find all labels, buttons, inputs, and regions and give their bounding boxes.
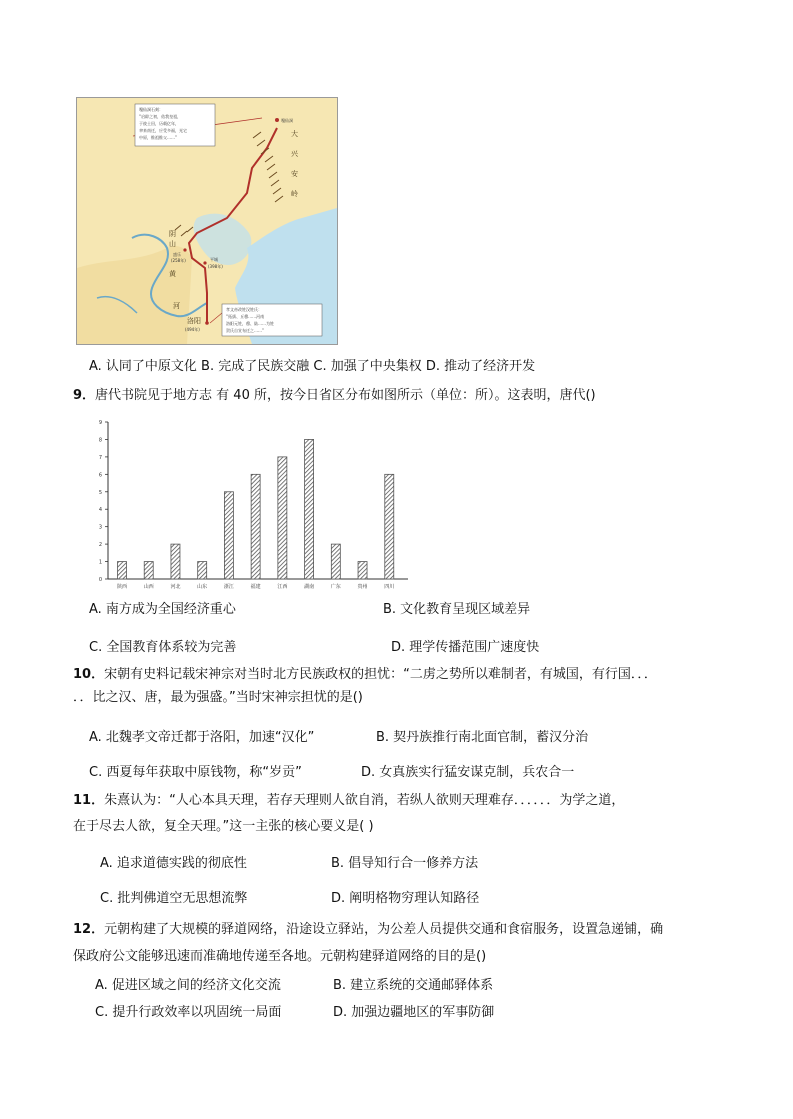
q9-number: 9． [73, 388, 96, 403]
q12-number: 12． [73, 922, 105, 937]
y-tick-label: 4 [98, 507, 102, 514]
y-tick-label: 3 [98, 524, 102, 531]
q9-option-c: C. 全国教育体系较为完善 [89, 640, 237, 655]
bar [358, 562, 367, 579]
q9-option-a: A. 南方成为全国经济重心 [89, 602, 236, 617]
shengle-label: 盛乐 [173, 252, 181, 257]
q12-option-d: D. 加强边疆地区的军事防御 [333, 1005, 495, 1020]
q9-option-b: B. 文化教育呈现区域差异 [383, 602, 531, 617]
q9-bar-chart [90, 416, 420, 596]
inscription-line: “启辟之初，佑我皇祖， [139, 114, 182, 119]
bar [171, 544, 180, 579]
inscription-line: 中原，惟祖惟父……” [139, 135, 178, 140]
x-tick-label: 广东 [330, 584, 341, 590]
x-tick-label: 江西 [277, 584, 288, 590]
x-tick-label: 福建 [250, 584, 261, 590]
q10-option-a: A. 北魏孝文帝迁都于洛阳，加速“汉化” [89, 730, 315, 745]
bar [144, 562, 153, 579]
bar [198, 562, 207, 579]
range-char: 安 [291, 170, 298, 178]
yinshan-char: 阴 [169, 230, 176, 238]
note-line: 洛阳元姓，穆、陆……为姓 [226, 321, 274, 326]
q10-line-2: ．．比之汉、唐，最为强盛。”当时宋神宗担忧的是() [73, 690, 363, 705]
q12-option-c: C. 提升行政效率以巩固统一局面 [95, 1005, 282, 1020]
q12-option-a: A. 促进区域之间的经济文化交流 [95, 978, 281, 993]
inscription-line: 于彼土田，历载亿年， [139, 121, 179, 126]
pingcheng-label: 平城 [210, 257, 218, 262]
bar [385, 474, 394, 579]
bar [278, 457, 287, 579]
bar [224, 492, 233, 579]
cave-label: 嘎仙洞 [281, 118, 293, 123]
q11-line-1 [73, 792, 624, 809]
q11-option-a: A. 追求道德实践的彻底性 [100, 856, 247, 871]
q11-option-d: D. 阐明格物穷理认知路径 [331, 891, 480, 906]
q12-line-2: 保政府公文能够迅速而准确地传递至各地。元朝构建驿道网络的目的是() [73, 949, 487, 964]
q9-option-d: D. 理学传播范围广速度快 [391, 640, 540, 655]
q11-text: 朱熹认为：“人心本具天理，若存天理则人欲自消，若纵人欲则天理难存．．．．．．为学之道， [104, 793, 625, 808]
river-char: 河 [173, 302, 180, 310]
note-line: 贺氏自宣布迁之……” [226, 328, 265, 333]
y-tick-label: 8 [98, 437, 102, 444]
q10-option-d: D. 女真族实行猛安谋克制，兵农合一 [361, 765, 575, 780]
x-tick-label: 河北 [170, 584, 181, 590]
q10-text: 宋朝有史料记载宋神宗对当时北方民族政权的担忧：“二虏之势所以难制者，有城国，有行国．．． [104, 667, 657, 682]
y-tick-label: 9 [98, 420, 102, 426]
q10-option-b: B. 契丹族推行南北面官制，蓄汉分治 [376, 730, 589, 745]
q11-option-b: B. 倡导知行合一修养方法 [331, 856, 479, 871]
x-tick-label: 浙江 [223, 584, 234, 590]
q11-number: 11． [73, 793, 105, 808]
y-tick-label: 6 [98, 472, 102, 479]
y-tick-label: 5 [98, 489, 102, 496]
inscription-line: 聿来南迁，应受多福，光宅 [139, 128, 187, 133]
chart-svg [90, 416, 420, 596]
bar [118, 562, 127, 579]
y-tick-label: 1 [98, 559, 102, 566]
bar [251, 474, 260, 579]
x-tick-label: 山东 [197, 584, 208, 590]
q11-option-c: C. 批判佛道空无思想流弊 [100, 891, 248, 906]
q9-stem [73, 387, 596, 404]
x-tick-label: 山西 [143, 584, 154, 590]
y-tick-label: 0 [98, 577, 102, 583]
q10-option-c: C. 西夏每年获取中原钱物，称“岁贡” [89, 765, 302, 780]
migration-map [76, 97, 338, 345]
range-char: 大 [291, 130, 298, 138]
x-tick-label: 贵州 [357, 584, 368, 590]
q10-number: 10． [73, 667, 105, 682]
q12-text: 元朝构建了大规模的驿道网络，沿途设立驿站，为公差人员提供交通和食宿服务，设置急递铺，确 [104, 922, 664, 937]
pingcheng-year: (398年) [208, 264, 223, 269]
bar [331, 544, 340, 579]
y-tick-label: 7 [98, 454, 102, 461]
map-graphic [77, 98, 337, 344]
q11-line-2: 在于尽去人欲，复全天理。”这一主张的核心要义是( ) [73, 819, 374, 834]
q8-options: A. 认同了中原文化 B. 完成了民族交融 C. 加强了中央集权 D. 推动了经济开发 [89, 359, 536, 374]
q12-option-b: B. 建立系统的交通邮驿体系 [333, 978, 494, 993]
q9-text: 唐代书院见于地方志 有 40 所，按今日省区分布如图所示（单位：所）。这表明，唐代() [95, 388, 596, 403]
x-tick-label: 陕西 [116, 584, 128, 590]
q12-line-1 [73, 921, 663, 938]
x-tick-label: 湖南 [304, 584, 315, 590]
luoyang-label: 洛阳 [187, 317, 201, 325]
yinshan-char: 山 [169, 240, 176, 248]
river-char: 黄 [169, 270, 176, 278]
inscription-title: 嘎仙洞石刻： [139, 107, 163, 112]
range-char: 兴 [291, 150, 298, 158]
range-char: 岭 [291, 190, 298, 198]
luoyang-year: (494年) [185, 327, 200, 332]
y-tick-label: 2 [98, 542, 102, 549]
x-tick-label: 四川 [384, 584, 395, 590]
cave-marker [275, 118, 279, 122]
q10-line-1 [73, 666, 657, 683]
note-line: “拓拔、丘穆……河南 [226, 314, 265, 319]
note-title: 孝文帝改姓汉姓氏： [226, 307, 262, 312]
shengle-year: (258年) [171, 258, 186, 263]
bar [305, 439, 314, 579]
